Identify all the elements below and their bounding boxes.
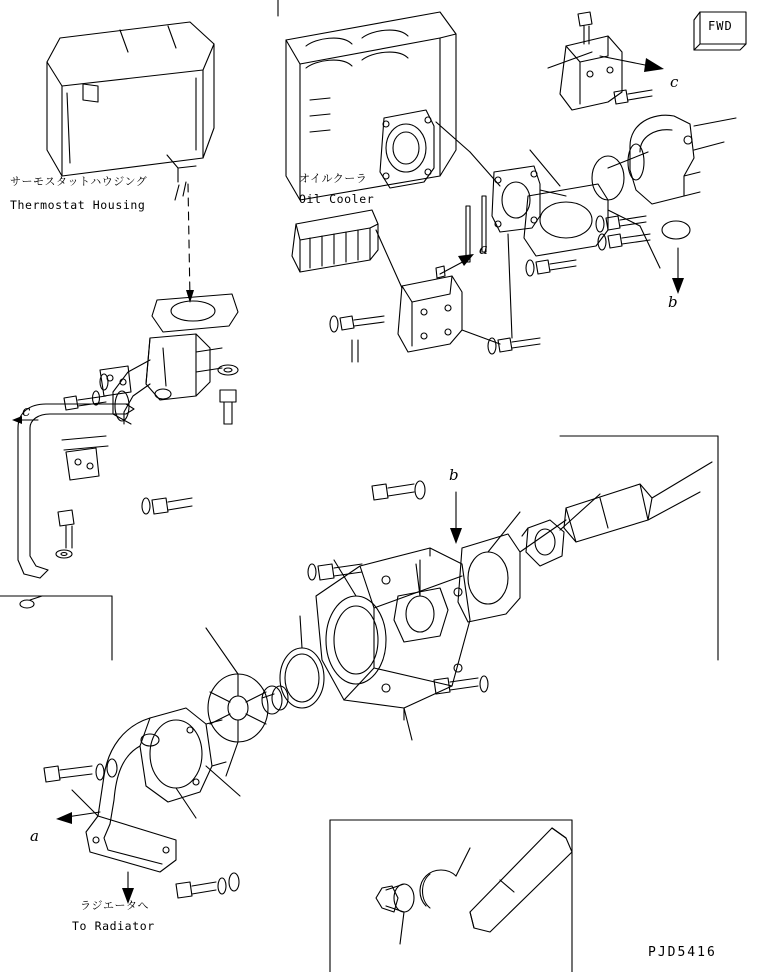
callout-a-bottom: a — [30, 827, 39, 845]
to-radiator-label-en: To Radiator — [72, 919, 155, 933]
thermostat-gasket — [152, 294, 238, 332]
thermostat-housing-label-en: Thermostat Housing — [10, 198, 146, 212]
callout-c-top: c — [670, 73, 679, 91]
bolt-group-pump — [308, 481, 488, 694]
assembly-line-thermostat — [188, 184, 190, 300]
callout-b-mid: b — [449, 466, 459, 484]
callout-c-left: c — [22, 402, 31, 420]
water-pump-housing — [316, 548, 470, 720]
snap-ring-bottom — [376, 870, 456, 912]
bracket-block-mid — [492, 166, 540, 232]
pipe-bracket — [66, 448, 99, 480]
callout-b-top: b — [668, 293, 678, 311]
bracket-top-right — [560, 36, 622, 110]
water-elbow-top-right — [628, 115, 700, 204]
bolt-top-right-1 — [578, 12, 592, 44]
bracket-mid-a — [398, 276, 462, 352]
oil-cooler-flange — [380, 110, 434, 188]
bearing-nut — [522, 520, 564, 566]
bracket-left-upper — [100, 366, 131, 396]
bolt-group-pipe — [20, 498, 192, 608]
bolt-group-mid-a — [330, 260, 576, 362]
bolt-top-right-2 — [614, 90, 652, 104]
thermostat-housing-body — [47, 22, 214, 182]
pump-seal-assembly — [262, 648, 324, 714]
pump-shaft-upper — [564, 484, 652, 542]
bolt-group-mid-right — [596, 216, 650, 250]
thermostat-housing-label-jp: サーモスタットハウジング — [10, 175, 148, 188]
part-number: PJD5416 — [648, 945, 717, 960]
pump-shaft-lower — [470, 828, 572, 932]
seal-ring-lower — [662, 221, 690, 239]
callout-a-top: a — [479, 240, 488, 258]
to-radiator-label-jp: ラジエータへ — [80, 899, 149, 912]
pump-gasket-right — [458, 534, 520, 622]
oil-cooler-label-jp: オイルクーラ — [299, 172, 368, 185]
water-pipe-left — [18, 404, 134, 578]
oil-cooler-core-plate — [292, 210, 378, 272]
water-inlet-elbow-bottom — [86, 708, 226, 872]
oil-cooler-label-en: Oil Cooler — [299, 192, 375, 206]
seal-ring-upper — [592, 156, 624, 200]
fwd-direction-label: FWD — [708, 19, 733, 33]
leader-thermostat-label — [175, 185, 179, 200]
bolt-group-bottom-left — [44, 759, 239, 898]
